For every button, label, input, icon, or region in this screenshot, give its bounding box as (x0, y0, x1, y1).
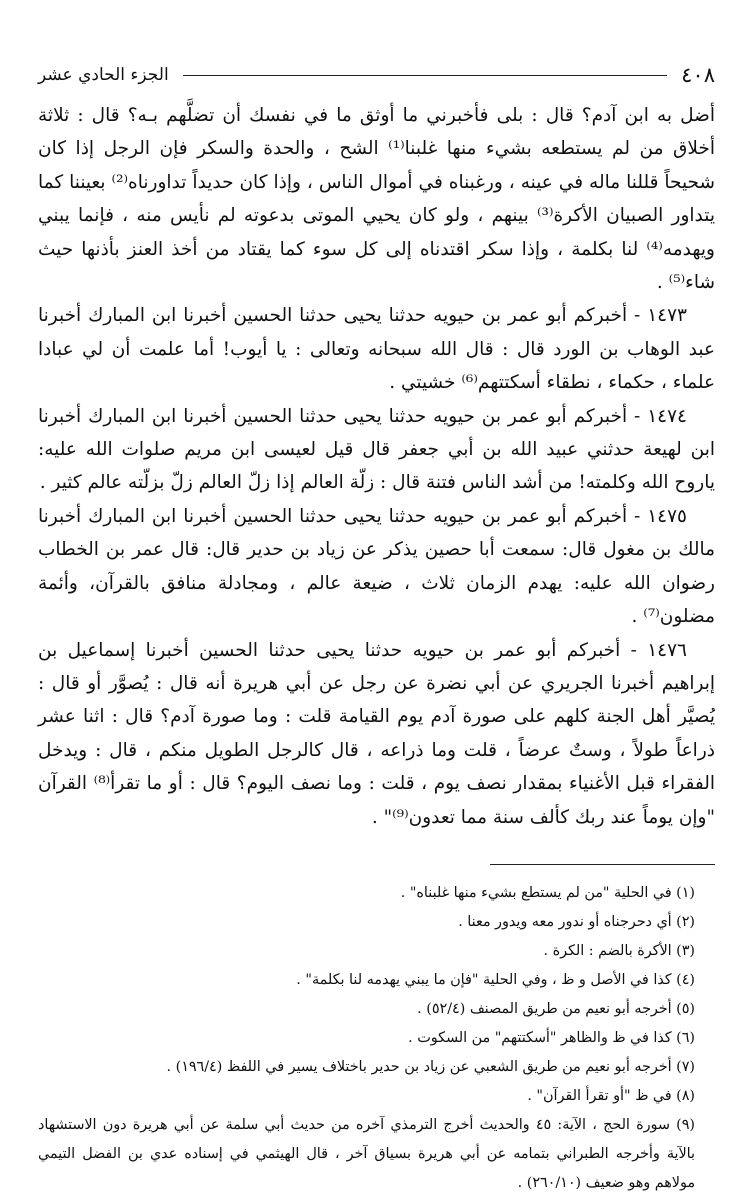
volume-title: الجزء الحادي عشر (38, 65, 169, 85)
footnote-9: (٩) سورة الحج ، الآية: ٤٥ والحديث أخرج الترمذي آخره من حديث أبي سلمة عن أبي هريرة دون الاستشهاد بالآية وأخرجه الطبراني بتمامه عن أبي هريرة بسياق آخر ، قال الهيثمي في إسناده عدي بن الفضل التيمي مولاهم وهو ضعيف (٢٦٠/١٠) . (38, 1116, 695, 1191)
paragraph-continuation: أضل به ابن آدم؟ قال : بلى فأخبرني ما أوثق ما في نفسك أن تضلَّهم بـه؟ قال : ثلاثة أخلاق من لم يستطعه بشيء منها غلبنا⁽¹⁾ الشح ، والحدة والسكر فإن الرجل إذا كان شحيحاً قللنا ماله في عينه ، ورغبناه في أموال الناس ، وإذا كان حديداً تداورناه⁽²⁾ بعيننا كما يتداور الصبيان الأكرة⁽³⁾ بينهم ، ولو كان يحيي الموتى بدعوته لم نأيس منه ، فإنما يبني ويهدمه⁽⁴⁾ لنا بكلمة ، وإذا سكر اقتدناه إلى كل سوء كما يقتاد من أخذ العنز بأذنها حيث شاء⁽⁵⁾ . (38, 105, 715, 294)
footnote-5: (٥) أخرجه أبو نعيم من طريق المصنف (٥٢/٤) . (417, 1000, 695, 1017)
hadith-1473: ١٤٧٣ - أخبركم أبو عمر بن حيويه حدثنا يحيى حدثنا الحسين أخبرنا ابن المبارك أخبرنا عبد الوهاب بن الورد قال : قال الله سبحانه وتعالى : يا أيوب! أما علمت أن لي عبادا علماء ، حكماء ، نطقاء أسكتتهم⁽⁶⁾ خشيتي . (38, 305, 715, 394)
hadith-1476: ١٤٧٦ - أخبركم أبو عمر بن حيويه حدثنا يحيى حدثنا الحسين أخبرنا إسماعيل بن إبراهيم أخبرنا الجريري عن أبي نضرة عن رجل عن أبي هريرة أنه قال : يُصوَّر أو قال : يُصيَّر أهل الجنة كلهم على صورة آدم يوم القيامة قلت : وما صورة آدم؟ قال : اثنا عشر ذراعاً طولاً ، وستٌ عرضاً ، قلت وما ذراعه ، قال كالرجل الطويل منكم ، قال : ويدخل الفقراء قبل الأغنياء بمقدار نصف يوم ، قلت : وما نصف اليوم؟ قال : أو ما تقرأ⁽⁸⁾ القرآن "وإن يوماً عند ربك كألف سنة مما تعدون⁽⁹⁾" . (38, 639, 715, 828)
footnote-8: (٨) في ظ "أو تقرأ القرآن" . (527, 1087, 695, 1104)
footnote-2: (٢) أي دحرجناه أو ندور معه ويدور معنا . (458, 913, 695, 930)
page-number: ٤٠٨ (681, 63, 715, 87)
footnote-3: (٣) الأكرة بالضم : الكرة . (543, 942, 695, 959)
footnotes (38, 879, 715, 1198)
hadith-1474: ١٤٧٤ - أخبركم أبو عمر بن حيويه حدثنا يحيى حدثنا الحسين أخبرنا ابن المبارك أخبرنا ابن لهيعة حدثني عبيد الله بن أبي جعفر قال قيل لعيسى ابن مريم صلوات الله عليه: ياروح الله وكلمته! من أشد الناس فتنة قال : زلّة العالم إذا زلّ العالم زلّ بزلّته عالم كثير . (38, 405, 715, 494)
footnote-7: (٧) أخرجه أبو نعيم من طريق الشعبي عن زياد بن حدير باختلاف يسير في اللفظ (١٩٦/٤) . (166, 1058, 695, 1075)
header-rule (183, 75, 667, 76)
page-header (38, 55, 715, 95)
main-text (38, 99, 715, 834)
footnote-6: (٦) كذا في ظ والظاهر "أسكتتهم" من السكوت . (408, 1029, 695, 1046)
footnote-1: (١) في الحلية "من لم يستطع بشيء منها غلبناه" . (400, 884, 695, 901)
footnote-4: (٤) كذا في الأصل و ظ ، وفي الحلية "فإن ما يبني يهدمه لنا بكلمة" . (296, 971, 695, 988)
footnote-separator (490, 864, 715, 865)
hadith-1475: ١٤٧٥ - أخبركم أبو عمر بن حيويه حدثنا يحيى حدثنا الحسين أخبرنا ابن المبارك أخبرنا مالك بن مغول قال: سمعت أبا حصين يذكر عن زياد بن حدير قال: قال عمر بن الخطاب رضوان الله عليه: يهدم الزمان ثلاث ، ضيعة عالم ، ومجادلة منافق بالقرآن، وأئمة مضلون⁽⁷⁾ . (38, 505, 715, 628)
